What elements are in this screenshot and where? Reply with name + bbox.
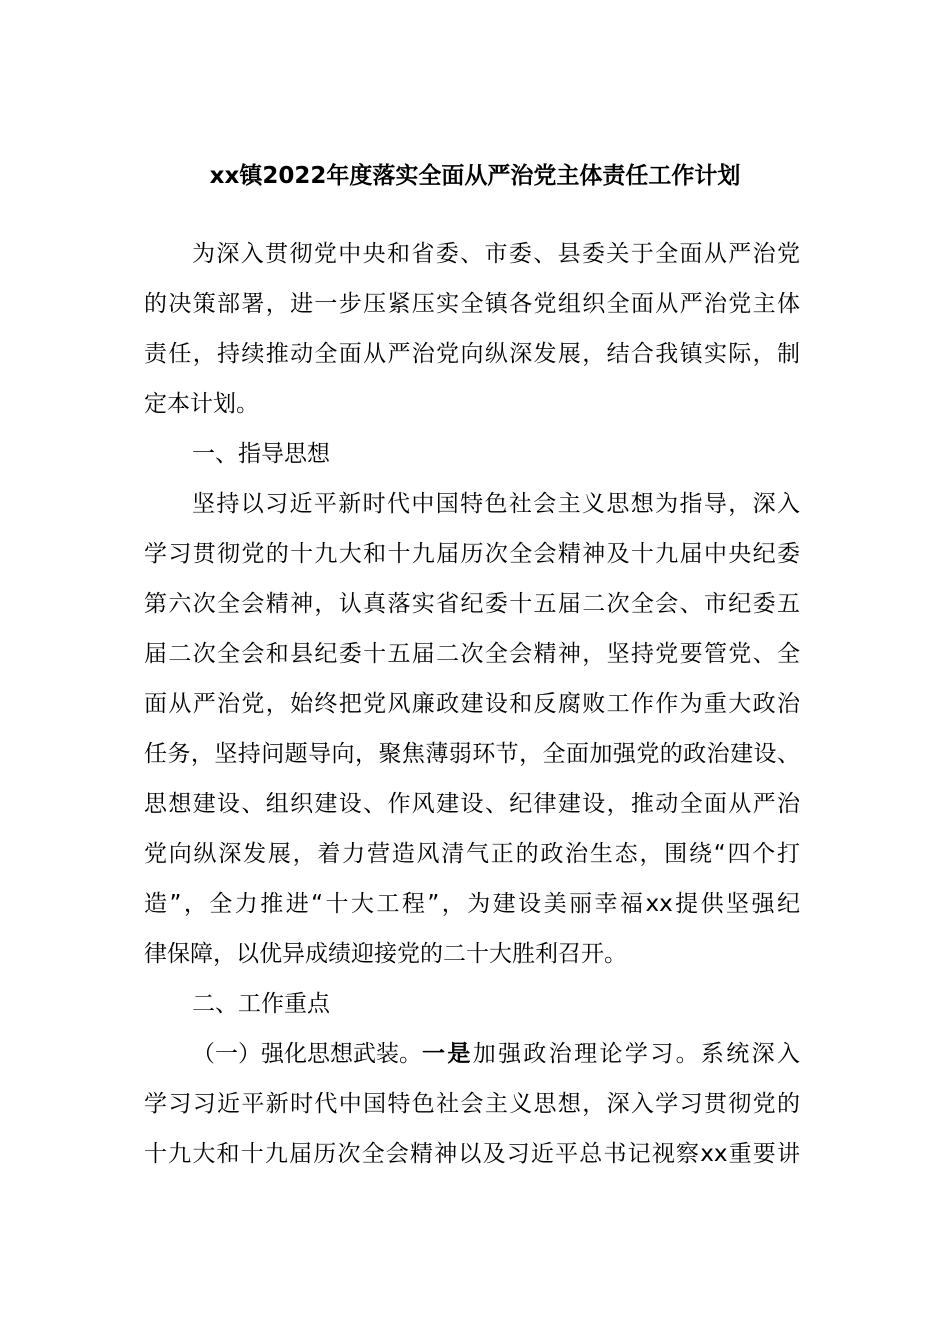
intro-line-4: 定本计划。	[144, 391, 259, 417]
section2-item1-rest: 加强政治理论学习。系统深入	[472, 1041, 801, 1067]
document-title: xx镇2022年度落实全面从严治党主体责任工作计划	[209, 163, 741, 189]
section1-line-8: 党向纵深发展，着力营造风清气正的政治生态，围绕“四个打	[144, 841, 800, 867]
intro-line-1: 为深入贯彻党中央和省委、市委、县委关于全面从严治党	[192, 241, 800, 267]
section2-item1-lead-wrap	[422, 1036, 800, 1072]
section1-heading: 一、指导思想	[192, 441, 330, 467]
section2-item1-line-2: 学习习近平新时代中国特色社会主义思想，深入学习贯彻党的	[144, 1091, 800, 1117]
section1-line-1: 坚持以习近平新时代中国特色社会主义思想为指导，深入	[192, 491, 800, 517]
section1-line-5: 面从严治党，始终把党风廉政建设和反腐败工作作为重大政治	[144, 691, 800, 717]
section2-heading: 二、工作重点	[192, 991, 330, 1017]
section1-line-6: 任务，坚持问题导向，聚焦薄弱环节，全面加强党的政治建设、	[144, 741, 800, 767]
section2-item1-line-3: 十九大和十九届历次全会精神以及习近平总书记视察xx重要讲	[144, 1141, 800, 1167]
section1-line-2: 学习贯彻党的十九大和十九届历次全会精神及十九届中央纪委	[144, 541, 800, 567]
intro-line-3: 责任，持续推动全面从严治党向纵深发展，结合我镇实际，制	[144, 341, 800, 367]
section2-item1-label: （一）强化思想武装。	[192, 1041, 422, 1067]
section1-line-3: 第六次全会精神，认真落实省纪委十五届二次全会、市纪委五	[144, 591, 800, 617]
intro-line-2: 的决策部署，进一步压紧压实全镇各党组织全面从严治党主体	[144, 291, 800, 317]
section2-item1-bold-lead: 一是	[422, 1041, 473, 1067]
section1-line-4: 届二次全会和县纪委十五届二次全会精神，坚持党要管党、全	[144, 641, 800, 667]
section2-item1-first-line	[192, 1036, 800, 1072]
section1-line-9: 造”，全力推进“十大工程”，为建设美丽幸福xx提供坚强纪	[144, 891, 800, 917]
section1-line-10: 律保障，以优异成绩迎接党的二十大胜利召开。	[144, 941, 627, 967]
section1-line-7: 思想建设、组织建设、作风建设、纪律建设，推动全面从严治	[144, 791, 800, 817]
